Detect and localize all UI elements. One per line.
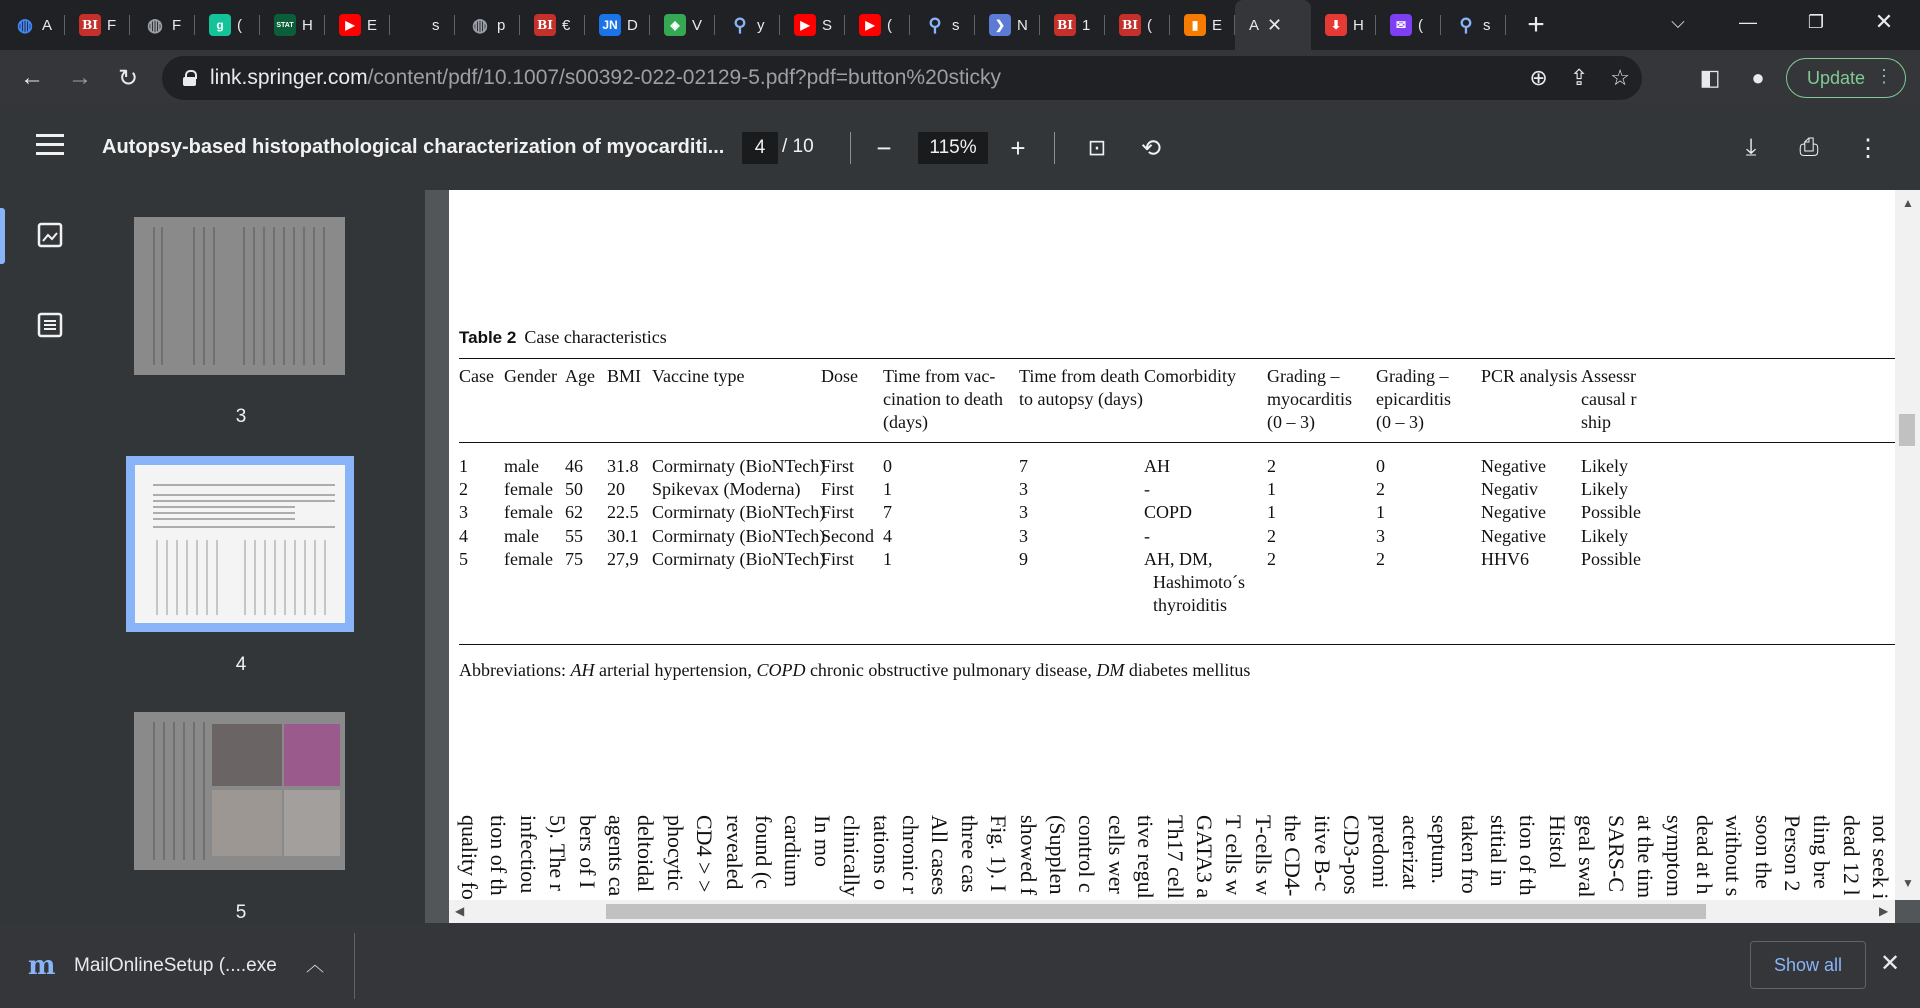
table-cell: 3 (1019, 479, 1028, 499)
rotated-text-line: T-cells w (1250, 815, 1276, 896)
rotated-text-line: the CD4- (1280, 815, 1306, 897)
tab[interactable] (1040, 0, 1105, 50)
search-icon: ⚲ (928, 14, 942, 35)
table-cell: - (1144, 526, 1150, 546)
table-cell: Likely (1581, 526, 1628, 546)
table-cell: Cormirnaty (BioNTech) (652, 502, 826, 522)
table-cell: - (1144, 479, 1150, 499)
download-icon: ⬇ (1325, 14, 1347, 36)
scroll-left-arrow-icon[interactable]: ◀ (455, 904, 465, 918)
table-cell: 27,9 (607, 549, 639, 569)
tab-title: 1 (1082, 16, 1091, 34)
rotated-text-line: agents ca (604, 815, 629, 897)
table-header-cell: Age (565, 366, 595, 386)
thumbnail-page-3[interactable] (134, 217, 345, 375)
table-cell: 75 (565, 549, 583, 569)
table-cell: Likely (1581, 456, 1628, 476)
table-cell: Cormirnaty (BioNTech) (652, 526, 826, 546)
table-cell: male (504, 456, 539, 476)
mail-icon: ✉ (1390, 14, 1412, 36)
tab[interactable] (585, 0, 650, 50)
active-view-indicator (0, 208, 5, 264)
table-cell: Negative (1481, 526, 1546, 546)
tab-title: ( (1418, 16, 1423, 34)
rotated-text-line: acterizat (1397, 815, 1423, 890)
tab-title: ( (237, 16, 242, 34)
table-cell: female (504, 502, 553, 522)
rotated-text-line: deltoidal (633, 815, 659, 892)
table-cell: male (504, 526, 539, 546)
table-cell: 3 (1019, 526, 1028, 546)
table-cell: Negative (1481, 456, 1546, 476)
rotated-text-line: cells wer (1103, 815, 1129, 894)
tab[interactable] (975, 0, 1040, 50)
tab-strip (0, 0, 1920, 50)
rotated-text-line: bers of I (574, 815, 600, 889)
table-header-cell: Time from death to autopsy (days) (1019, 366, 1143, 409)
rotated-text-line: 5). The r (545, 815, 571, 891)
divider (354, 933, 355, 999)
close-tab-icon[interactable]: ✕ (1267, 14, 1283, 35)
table-cell: First (821, 456, 855, 476)
rotated-text-line: CD3-pos (1339, 815, 1364, 895)
tab[interactable] (390, 0, 455, 50)
scroll-down-arrow-icon[interactable]: ▼ (1902, 876, 1914, 890)
table-cell: female (504, 549, 553, 569)
abbreviations-prefix: Abbreviations: (459, 660, 571, 680)
tab-title: ( (887, 16, 892, 34)
url-host: link.springer.com (210, 66, 368, 89)
table-cell: Possible (1581, 502, 1642, 522)
rotated-text-line: not seek i (1868, 815, 1894, 900)
youtube-icon: ▶ (859, 14, 881, 36)
bi-icon: BI (1119, 14, 1141, 36)
pdf-menu-icon[interactable] (36, 134, 64, 156)
rotated-text-line: tling bre (1809, 815, 1835, 889)
table-cell: 7 (1019, 456, 1028, 476)
rotated-text-line: T cells w (1221, 815, 1247, 896)
table-header-cell: Comorbidity (1144, 366, 1237, 386)
table-cell: 2 (1267, 549, 1276, 569)
table-header-cell: Vaccine type (652, 366, 745, 386)
table-header-cell: Grading – epicarditis (0 – 3) (1376, 366, 1451, 432)
tab-title: S (822, 16, 833, 34)
omnibox-actions (1529, 56, 1630, 100)
tab-title: H (302, 16, 313, 34)
thumbnails-view-icon[interactable] (37, 222, 63, 248)
table-header-cell: PCR analysis (1481, 366, 1578, 386)
divider (850, 132, 851, 164)
back-button[interactable]: ← (20, 64, 44, 91)
rotated-text-line: Th17 cell (1162, 815, 1188, 899)
bi-icon: BI (534, 14, 556, 36)
update-button[interactable] (1786, 58, 1906, 98)
table-cell: First (821, 549, 855, 569)
lock-icon[interactable] (182, 70, 198, 86)
rotated-text-line: All cases (927, 815, 953, 896)
tab-title: s (432, 16, 440, 34)
share-icon[interactable]: ⇪ (1569, 65, 1589, 90)
blank-icon (404, 14, 426, 36)
minimize-button[interactable]: — (1739, 11, 1757, 32)
thumbnail-image (134, 217, 345, 375)
tab[interactable] (130, 0, 195, 50)
thumbnail-sidebar (0, 190, 425, 923)
tab-title: F (107, 16, 117, 34)
rotated-text-line: control c (1074, 815, 1100, 893)
table-cell: 2 (1376, 479, 1385, 499)
table-bottom-rule (459, 644, 1920, 645)
rotated-text-line: symptom (1662, 815, 1688, 897)
rotated-text-line: three cas (956, 815, 982, 893)
tab-title: E (1212, 16, 1223, 34)
pdf-toolbar (0, 106, 1920, 190)
rotate-icon[interactable]: ⟲ (1140, 134, 1162, 162)
table-cell: 4 (883, 526, 892, 546)
rotated-text-line: Histol (1544, 815, 1570, 869)
table-cell: 3 (459, 502, 468, 522)
active-tab-title: A (1249, 16, 1260, 34)
table-cell: Second (821, 526, 874, 546)
tab[interactable] (650, 0, 715, 50)
zoom-input[interactable]: 115% (918, 132, 988, 164)
table-cell: 5 (459, 549, 468, 569)
tab-list-right (1311, 0, 1506, 50)
rotated-text-line: SARS-C (1603, 815, 1629, 893)
rotated-text-line: quality fo (457, 815, 482, 900)
rotated-text-line: tion of th (1515, 815, 1541, 896)
table-cell: AH (1144, 456, 1170, 476)
show-all-button[interactable]: Show all (1750, 941, 1866, 989)
tab-title: p (497, 16, 506, 34)
page-total: / 10 (782, 136, 814, 157)
table-cell: First (821, 479, 855, 499)
tab[interactable] (1376, 0, 1441, 50)
download-filename[interactable]: MailOnlineSetup (....exe (74, 955, 277, 976)
table-header-cell: Time from vac- cination to death (days) (883, 366, 1003, 432)
fit-page-icon[interactable]: ⊡ (1087, 135, 1107, 160)
tab[interactable] (260, 0, 325, 50)
youtube-icon: ▶ (339, 14, 361, 36)
globe-icon: ◍ (17, 14, 33, 35)
table-cell: 50 (565, 479, 583, 499)
pdf-viewer (425, 190, 1920, 923)
table-cell: 1 (883, 549, 892, 569)
tab-title: E (367, 16, 378, 34)
table-cell: Cormirnaty (BioNTech) (652, 456, 826, 476)
tab-title: H (1353, 16, 1364, 34)
table-header-cell: Dose (821, 366, 858, 386)
tab[interactable] (325, 0, 390, 50)
table-cell: female (504, 479, 553, 499)
table-cell: 9 (1019, 549, 1028, 569)
tab[interactable] (0, 0, 65, 50)
table-cell: HHV6 (1481, 549, 1529, 569)
thumbnail-page-content (134, 217, 345, 375)
rotated-text-line: predomi (1368, 815, 1394, 889)
chevron-up-icon[interactable]: ︿ (306, 955, 324, 975)
table-header-cell: Gender (504, 366, 557, 386)
table-cell: 22.5 (607, 502, 639, 522)
divider (1054, 132, 1055, 164)
abbreviation-term: DM (1096, 660, 1125, 680)
search-icon: ⚲ (733, 14, 747, 35)
forward-button[interactable]: → (68, 64, 92, 91)
browser-toolbar (0, 50, 1920, 106)
rotated-text-line: stitial in (1486, 815, 1511, 887)
tab[interactable] (715, 0, 780, 50)
thumbnail-page-5[interactable] (134, 712, 345, 870)
table-cell: First (821, 502, 855, 522)
rotated-text-line: soon the (1750, 815, 1776, 889)
table-caption (459, 327, 667, 348)
tab[interactable] (195, 0, 260, 50)
table-cell: AH, DM, Hashimoto´s thyroiditis (1144, 549, 1245, 615)
table-cell: 1 (883, 479, 892, 499)
rotated-text-line: dead at h (1691, 815, 1717, 895)
bi-icon: BI (1054, 14, 1076, 36)
rotated-text-line: taken fro (1456, 815, 1482, 894)
mailonline-file-icon: m (28, 951, 56, 981)
globe-icon: ◍ (472, 14, 488, 35)
more-actions-icon[interactable]: ⋮ (1856, 134, 1880, 162)
thumbnail-image (134, 712, 345, 870)
page-vertical-scrollbar[interactable] (1895, 190, 1920, 900)
table-cell: 55 (565, 526, 583, 546)
rotated-text-line: infectiou (515, 815, 541, 894)
rotated-text-line: tations o (868, 815, 894, 891)
horizontal-scroll-thumb[interactable] (606, 904, 1706, 919)
table-cell: 0 (1376, 456, 1385, 476)
table-cell: 7 (883, 502, 892, 522)
table-cell: 3 (1376, 526, 1385, 546)
arrow-icon: ❯ (989, 14, 1011, 36)
stat-icon: STAT (274, 14, 296, 36)
table-cell: 20 (607, 479, 625, 499)
table-cell: 1 (459, 456, 468, 476)
youtube-icon: ▶ (794, 14, 816, 36)
tab-title: y (757, 16, 765, 34)
rotated-text-line: clinically (839, 815, 865, 897)
table-cell: Likely (1581, 479, 1628, 499)
table-header-cell: Assessr causal r ship (1581, 366, 1637, 432)
table-cell: 46 (565, 456, 583, 476)
page-horizontal-scrollbar[interactable] (449, 900, 1895, 923)
close-window-button[interactable]: ✕ (1874, 9, 1894, 34)
bi-icon: BI (79, 14, 101, 36)
tab-title: ( (1147, 16, 1152, 34)
restore-button[interactable]: ❐ (1807, 11, 1825, 32)
tab[interactable] (780, 0, 845, 50)
rotated-text-line: In mo (809, 815, 835, 867)
rotated-text-line: chronic r (898, 815, 923, 894)
tab-title: s (952, 16, 960, 34)
update-label: Update (1807, 67, 1866, 88)
tab[interactable] (845, 0, 910, 50)
download-icon[interactable]: ⤓ (1745, 134, 1757, 161)
table-cell: Negative (1481, 502, 1546, 522)
rotated-text-line: GATA3 a (1192, 815, 1217, 899)
thumbnail-label-3: 3 (235, 406, 247, 427)
abbreviation-definition: chronic obstructive pulmonary disease, (805, 660, 1097, 680)
reload-button[interactable]: ↻ (117, 64, 139, 92)
zoom-icon[interactable]: ⊕ (1529, 65, 1548, 90)
table-top-rule (459, 358, 1920, 359)
close-download-bar-icon[interactable]: ✕ (1880, 950, 1901, 977)
rotated-text-line: Person 2 (1780, 815, 1805, 892)
jn-icon: JN (599, 14, 621, 36)
table-cell: 30.1 (607, 526, 639, 546)
address-bar[interactable] (162, 56, 1642, 100)
table-header-cell: Grading – myocarditis (0 – 3) (1267, 366, 1352, 432)
thumbnail-label-4: 4 (235, 654, 247, 675)
rotated-text-line: revealed (721, 815, 747, 890)
thumbnail-page-content (135, 465, 345, 623)
table-cell: 2 (459, 479, 468, 499)
tab[interactable] (520, 0, 585, 50)
table-cell: 1 (1376, 502, 1385, 522)
tab[interactable] (455, 0, 520, 50)
table-caption-text: Case characteristics (524, 327, 667, 347)
table-header-rule (459, 442, 1920, 443)
tab-list (0, 0, 1235, 50)
abbreviation-definition: arterial hypertension, (594, 660, 757, 680)
tab[interactable] (1311, 0, 1376, 50)
rotated-text-line: (Supplen (1045, 815, 1070, 895)
table-label: Table 2 (459, 328, 517, 347)
vertical-scroll-thumb[interactable] (1899, 414, 1915, 446)
side-panel-icon[interactable]: ◧ (1699, 65, 1721, 90)
table-abbreviations (459, 660, 1250, 681)
rotated-text-line: tion of th (486, 815, 512, 896)
table-cell: 3 (1019, 502, 1028, 522)
tab-title: € (562, 16, 571, 34)
tab-title: F (172, 16, 182, 34)
shield-icon: ◈ (664, 14, 686, 36)
rotated-text-line: CD4 > > (692, 815, 718, 893)
rotated-text-line: itive B-c (1309, 815, 1335, 892)
table-cell: 1 (1267, 502, 1276, 522)
bookmark-icon: ▮ (1184, 14, 1206, 36)
abbreviation-term: COPD (756, 660, 806, 680)
table-cell: 2 (1267, 526, 1276, 546)
download-bar (0, 923, 1920, 1008)
table-cell: Negativ (1481, 479, 1538, 499)
menu-dots-icon[interactable]: ⋮ (1875, 66, 1893, 86)
tab[interactable] (1105, 0, 1170, 50)
thumbnail-page-content (134, 712, 345, 870)
tab[interactable] (65, 0, 130, 50)
table-cell: 2 (1267, 456, 1276, 476)
rotated-text-line: Fig. 1). I (986, 815, 1012, 892)
tab[interactable] (1170, 0, 1235, 50)
globe-icon: ◍ (147, 14, 163, 35)
tab-title: D (627, 16, 638, 34)
table-cell: 31.8 (607, 456, 639, 476)
print-icon[interactable]: ⎙ (1799, 134, 1819, 161)
rotated-text-line: phocytic (662, 815, 688, 891)
table-cell: Cormirnaty (BioNTech) (652, 549, 826, 569)
zoom-in-button[interactable]: + (1010, 132, 1026, 163)
tab-title: V (692, 16, 703, 34)
table-cell: 62 (565, 502, 583, 522)
rotated-text-line: showed f (1015, 815, 1041, 896)
rotated-text-line: at the tim (1633, 815, 1658, 899)
abbreviation-term: AH (570, 660, 595, 680)
tab[interactable] (910, 0, 975, 50)
outline-view-icon[interactable] (37, 312, 63, 338)
rotated-text-line: tive regul (1133, 815, 1159, 899)
url-path: /content/pdf/10.1007/s00392-022-02129-5.pdf?pdf=button%20sticky (367, 66, 1001, 89)
abbreviation-definition: diabetes mellitus (1124, 660, 1251, 680)
rotated-text-line: without s (1721, 815, 1747, 897)
tab-title: N (1017, 16, 1028, 34)
thumbnail-page-4[interactable] (126, 456, 354, 632)
table-header-cell: BMI (607, 366, 642, 386)
search-icon: ⚲ (1459, 14, 1473, 35)
profile-avatar-icon[interactable]: ● (1751, 65, 1765, 90)
rotated-text-line: found (c (751, 815, 776, 889)
rotated-text-line: cardium (780, 815, 806, 888)
thumbnail-image (135, 465, 345, 623)
scroll-up-arrow-icon[interactable]: ▲ (1902, 196, 1914, 210)
page-number-input[interactable]: 4 (742, 132, 778, 164)
scroll-right-arrow-icon[interactable]: ▶ (1879, 904, 1889, 918)
tab-active[interactable] (1235, 0, 1311, 50)
tab-title: A (42, 16, 53, 34)
table-cell: 2 (1376, 549, 1385, 569)
tab-search-chevron-icon[interactable]: ⌵ (1671, 11, 1685, 32)
tab[interactable] (1441, 0, 1506, 50)
table-cell: 4 (459, 526, 468, 546)
new-tab-button[interactable]: + (1527, 8, 1545, 41)
bookmark-star-icon[interactable]: ☆ (1610, 65, 1630, 90)
rotated-text-line: dead 12 l (1838, 815, 1864, 896)
zoom-out-button[interactable]: − (876, 132, 892, 163)
rotated-text-line: septum. (1427, 815, 1453, 885)
table-cell: Possible (1581, 549, 1642, 569)
table-cell: 1 (1267, 479, 1276, 499)
rotated-text-line: geal swal (1574, 815, 1600, 898)
thumbnail-label-5: 5 (235, 902, 247, 923)
pdf-page (449, 190, 1920, 900)
table-header-cell: Case (459, 366, 494, 386)
pdf-title: Autopsy-based histopathological characterization of myocarditi... (102, 136, 725, 158)
table-cell: 0 (883, 456, 892, 476)
table-cell: COPD (1144, 502, 1193, 522)
grammarly-icon: g (209, 14, 231, 36)
tab-title: s (1483, 16, 1491, 34)
table-cell: Spikevax (Moderna) (652, 479, 801, 499)
